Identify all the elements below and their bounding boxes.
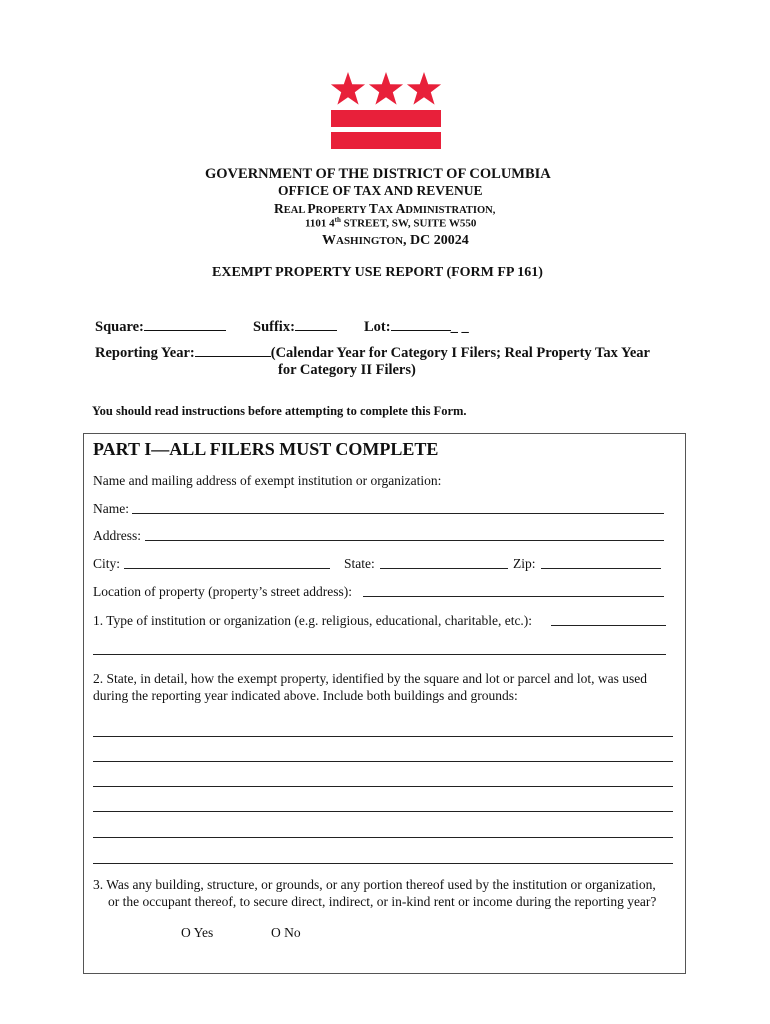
gov-name: GOVERNMENT OF THE DISTRICT OF COLUMBIA: [205, 166, 551, 182]
state-input[interactable]: [380, 568, 508, 569]
star-icon: [331, 72, 365, 105]
address-label: Address:: [93, 528, 141, 543]
lot-input[interactable]: [391, 318, 451, 331]
street-address: 1101 4th STREET, SW, SUITE W550: [305, 216, 477, 230]
q1-text: 1. Type of institution or organization (e.g. religious, educational, charitable, etc.):: [93, 613, 533, 628]
office-name: OFFICE OF TAX AND REVENUE: [278, 183, 483, 198]
q2-answer-line[interactable]: [93, 811, 673, 812]
star-icon: [407, 72, 441, 105]
q3-text-line2: or the occupant thereof, to secure direct, indirect, or in-kind rent or income during the reporting year?: [108, 894, 657, 909]
name-input[interactable]: [132, 513, 664, 514]
q2-answer-line[interactable]: [93, 863, 673, 864]
city-line: WASHINGTON, DC 20024: [322, 233, 469, 248]
q3-text-line1: 3. Was any building, structure, or grounds, or any portion thereof used by the institution or organization,: [93, 877, 656, 892]
address-input[interactable]: [145, 540, 664, 541]
reporting-year-label: Reporting Year:: [95, 345, 195, 361]
part1-heading: PART I—ALL FILERS MUST COMPLETE: [93, 439, 439, 459]
dc-flag-logo: [330, 72, 442, 152]
square-label: Square:: [95, 319, 144, 335]
suffix-input[interactable]: [295, 318, 337, 331]
suffix-label: Suffix:: [253, 319, 295, 335]
no-option[interactable]: O No: [271, 925, 301, 940]
location-label: Location of property (property’s street address):: [93, 584, 353, 599]
lot-field: Lot: _ _: [364, 319, 469, 335]
part1-box: [83, 433, 686, 974]
location-input[interactable]: [363, 596, 664, 597]
square-input[interactable]: [144, 318, 226, 331]
name-label: Name:: [93, 501, 129, 516]
q2-answer-line[interactable]: [93, 761, 673, 762]
q2-answer-line[interactable]: [93, 837, 673, 838]
star-icon: [369, 72, 403, 105]
yes-option[interactable]: O Yes: [181, 925, 214, 940]
q2-answer-line[interactable]: [93, 786, 673, 787]
q2-answer-line[interactable]: [93, 736, 673, 737]
zip-label: Zip:: [513, 556, 536, 571]
flag-bar-bottom: [331, 132, 441, 149]
reporting-year-field: [95, 344, 650, 362]
state-label: State:: [344, 556, 375, 571]
city-input[interactable]: [124, 568, 330, 569]
q2-text-line2: during the reporting year indicated above. Include both buildings and grounds:: [93, 688, 518, 703]
city-label: City:: [93, 556, 121, 571]
suffix-field: [253, 318, 337, 336]
reporting-year-input[interactable]: [195, 344, 271, 357]
q1-input[interactable]: [551, 625, 666, 626]
lot-label: Lot:: [364, 319, 391, 335]
square-field: [95, 318, 226, 336]
zip-input[interactable]: [541, 568, 661, 569]
flag-bar-top: [331, 110, 441, 127]
q1-input-line2[interactable]: [93, 654, 666, 655]
form-title: EXEMPT PROPERTY USE REPORT (FORM FP 161): [212, 265, 543, 280]
q2-text-line1: 2. State, in detail, how the exempt property, identified by the square and lot or parcel and lot, was used: [93, 671, 647, 686]
reporting-note-cont: for Category II Filers): [278, 362, 416, 378]
admin-name: REAL PROPERTY TAX ADMINISTRATION,: [274, 201, 496, 216]
part1-intro: Name and mailing address of exempt institution or organization:: [93, 473, 442, 488]
reporting-note: (Calendar Year for Category I Filers; Real Property Tax Year: [270, 345, 650, 361]
instructions-note: You should read instructions before attempting to complete this Form.: [92, 404, 467, 418]
